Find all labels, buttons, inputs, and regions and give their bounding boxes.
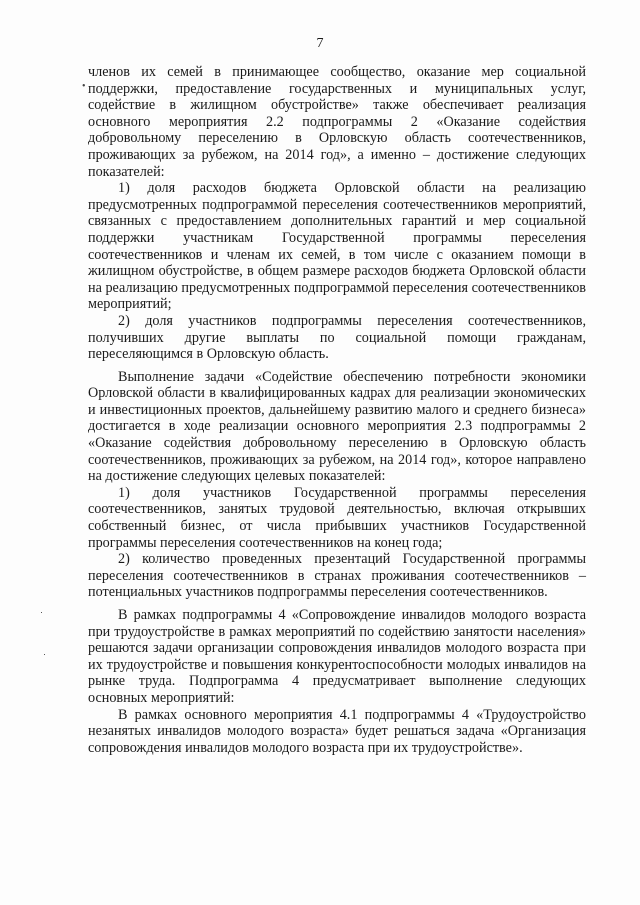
paragraph-measure-4-1: В рамках основного мероприятия 4.1 подпрограммы 4 «Трудоустройство незанятых инвалидов молодого возраста» будет решаться задача «Организация сопровождения инвалидов молодого возраста при их трудоустройстве». [88,706,586,756]
document-body [88,64,586,756]
paragraph-subprogram-4: В рамках подпрограммы 4 «Сопровождение инвалидов молодого возраста при трудоустройстве в рамках мероприятий по содействию занятости населения» решаются задачи организации сопровождения инвалидов молодого возраста при их трудоустройстве и повышения конкурентоспособности молодых инвалидов на рынке труда. Подпрограмма 4 предусматривает выполнение следующих основных мероприятий: [88,607,586,706]
target-item-1: 1) доля участников Государственной программы переселения соотечественников, занятых трудовой деятельностью, включая открывших собственный бизнес, от числа прибывших участников Государственной программы переселения соотечественников на конец года; [88,484,586,551]
page-number: 7 [316,36,324,51]
target-item-2: 2) количество проведенных презентаций Государственной программы переселения соотечественников в странах проживания соотечественников – потенциальных участников подпрограммы переселения соотечественников. [88,551,586,601]
indicator-item-2: 2) доля участников подпрограммы переселения соотечественников, получивших другие выплаты по социальной помощи гражданам, переселяющимся в Орловскую область. [88,312,586,363]
indicator-item-1: 1) доля расходов бюджета Орловской области на реализацию предусмотренных подпрограммой переселения соотечественников мероприятий, связанных с предоставлением дополнительных гарантий и мер социальной поддержки участникам Государственной программы переселения соотечественников и членам их семей, в том числе с оказанием помощи в жилищном обустройстве, в общем размере расходов бюджета Орловской области на реализацию предусмотренных подпрограммой переселения соотечественников мероприятий; [88,180,586,313]
scan-mark: • [82,81,86,92]
scan-speck [41,612,42,613]
paragraph-continuation: членов их семей в принимающее сообщество, оказание мер социальной поддержки, предоставление государственных и муниципальных услуг, содействие в жилищном обустройстве» также обеспечивает реализация основного мероприятия 2.2 подпрограммы 2 «Оказание содействия добровольному переселению в Орловскую область соотечественников, проживающих за рубежом, на 2014 год», а именно – достижение следующих показателей: [88,64,586,180]
scan-speck [44,654,45,655]
paragraph-task: Выполнение задачи «Содействие обеспечению потребности экономики Орловской области в квалифицированных кадрах для реализации экономических и инвестиционных проектов, дальнейшему развитию малого и среднего бизнеса» достигается в ходе реализации основного мероприятия 2.3 подпрограммы 2 «Оказание содействия добровольному переселению в Орловскую область соотечественников, проживающих за рубежом, на 2014 год», которое направлено на достижение следующих целевых показателей: [88,368,586,485]
